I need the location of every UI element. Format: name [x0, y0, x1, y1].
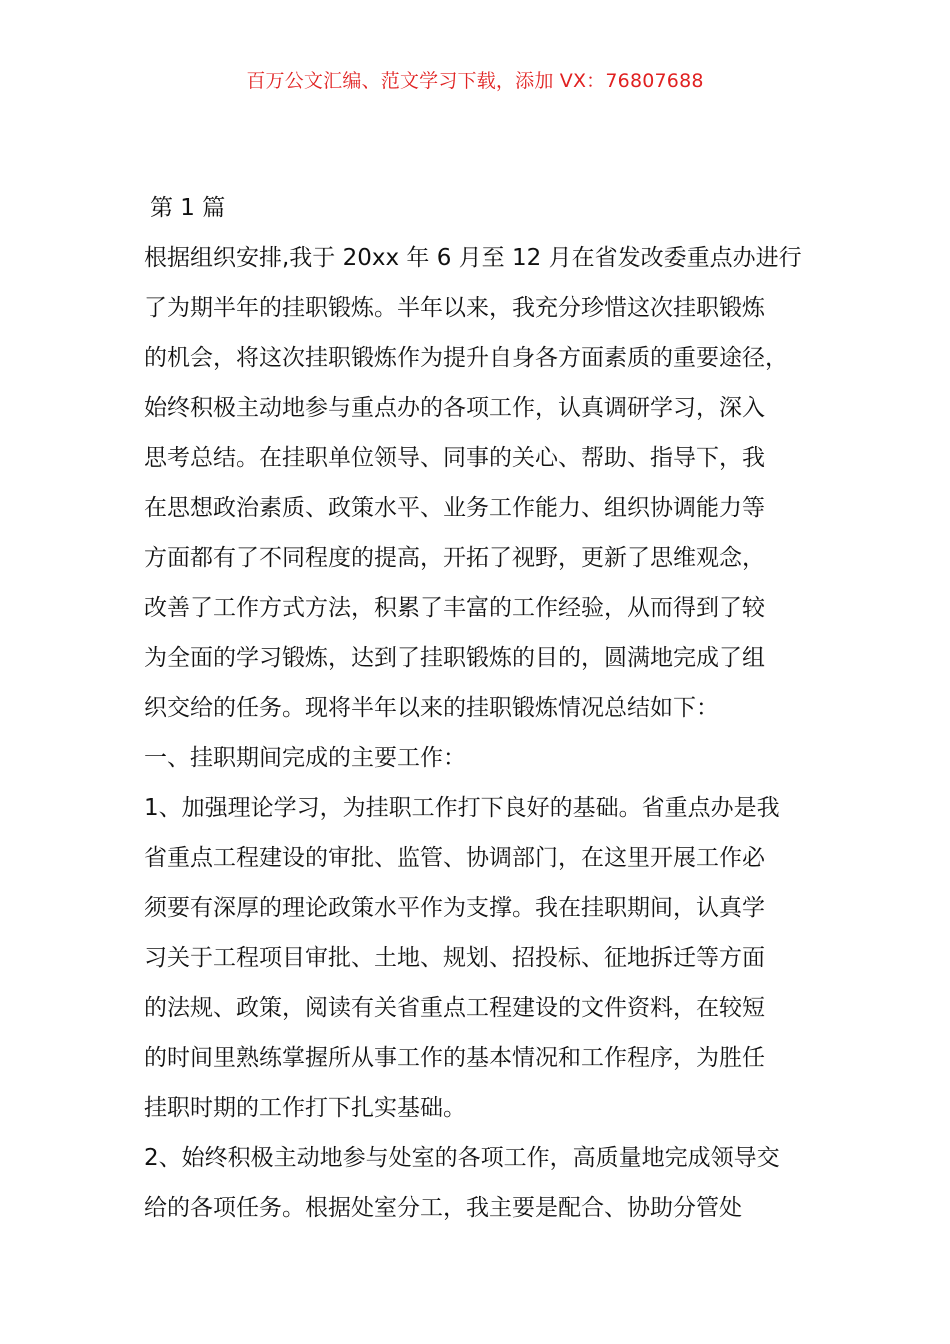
watermark-header: 百万公文汇编、范文学习下载，添加 VX：76807688	[246, 70, 704, 92]
text-line: 2、始终积极主动地参与处室的各项工作，高质量地完成领导交	[144, 1145, 780, 1171]
text-line: 思考总结。在挂职单位领导、同事的关心、帮助、指导下，我	[144, 445, 765, 471]
text-line: 给的各项任务。根据处室分工，我主要是配合、协助分管处	[144, 1195, 742, 1221]
text-line: 织交给的任务。现将半年以来的挂职锻炼情况总结如下：	[144, 695, 719, 721]
subsection-heading: 一、挂职期间完成的主要工作：	[144, 745, 466, 771]
text-line: 省重点工程建设的审批、监管、协调部门，在这里开展工作必	[144, 845, 765, 871]
document-body	[144, 183, 834, 1233]
paragraph-intro	[144, 233, 834, 733]
text-line: 改善了工作方式方法，积累了丰富的工作经验，从而得到了较	[144, 595, 765, 621]
text-line: 了为期半年的挂职锻炼。半年以来，我充分珍惜这次挂职锻炼	[144, 295, 765, 321]
paragraph-item-1	[144, 783, 834, 1133]
text-line: 为全面的学习锻炼，达到了挂职锻炼的目的，圆满地完成了组	[144, 645, 765, 671]
text-line: 的时间里熟练掌握所从事工作的基本情况和工作程序，为胜任	[144, 1045, 765, 1071]
text-line: 方面都有了不同程度的提高，开拓了视野，更新了思维观念，	[144, 545, 765, 571]
text-line: 1、加强理论学习，为挂职工作打下良好的基础。省重点办是我	[144, 795, 780, 821]
text-line: 习关于工程项目审批、土地、规划、招投标、征地拆迁等方面	[144, 945, 765, 971]
text-line: 始终积极主动地参与重点办的各项工作，认真调研学习，深入	[144, 395, 765, 421]
text-line: 须要有深厚的理论政策水平作为支撑。我在挂职期间，认真学	[144, 895, 765, 921]
text-line: 挂职时期的工作打下扎实基础。	[144, 1095, 466, 1121]
text-line: 在思想政治素质、政策水平、业务工作能力、组织协调能力等	[144, 495, 765, 521]
text-line: 根据组织安排,我于 20xx 年 6 月至 12 月在省发改委重点办进行	[144, 245, 802, 271]
text-line: 的法规、政策，阅读有关省重点工程建设的文件资料，在较短	[144, 995, 765, 1021]
section-heading: 第 1 篇	[150, 195, 226, 221]
text-line: 的机会，将这次挂职锻炼作为提升自身各方面素质的重要途径，	[144, 345, 788, 371]
paragraph-item-2	[144, 1133, 834, 1233]
